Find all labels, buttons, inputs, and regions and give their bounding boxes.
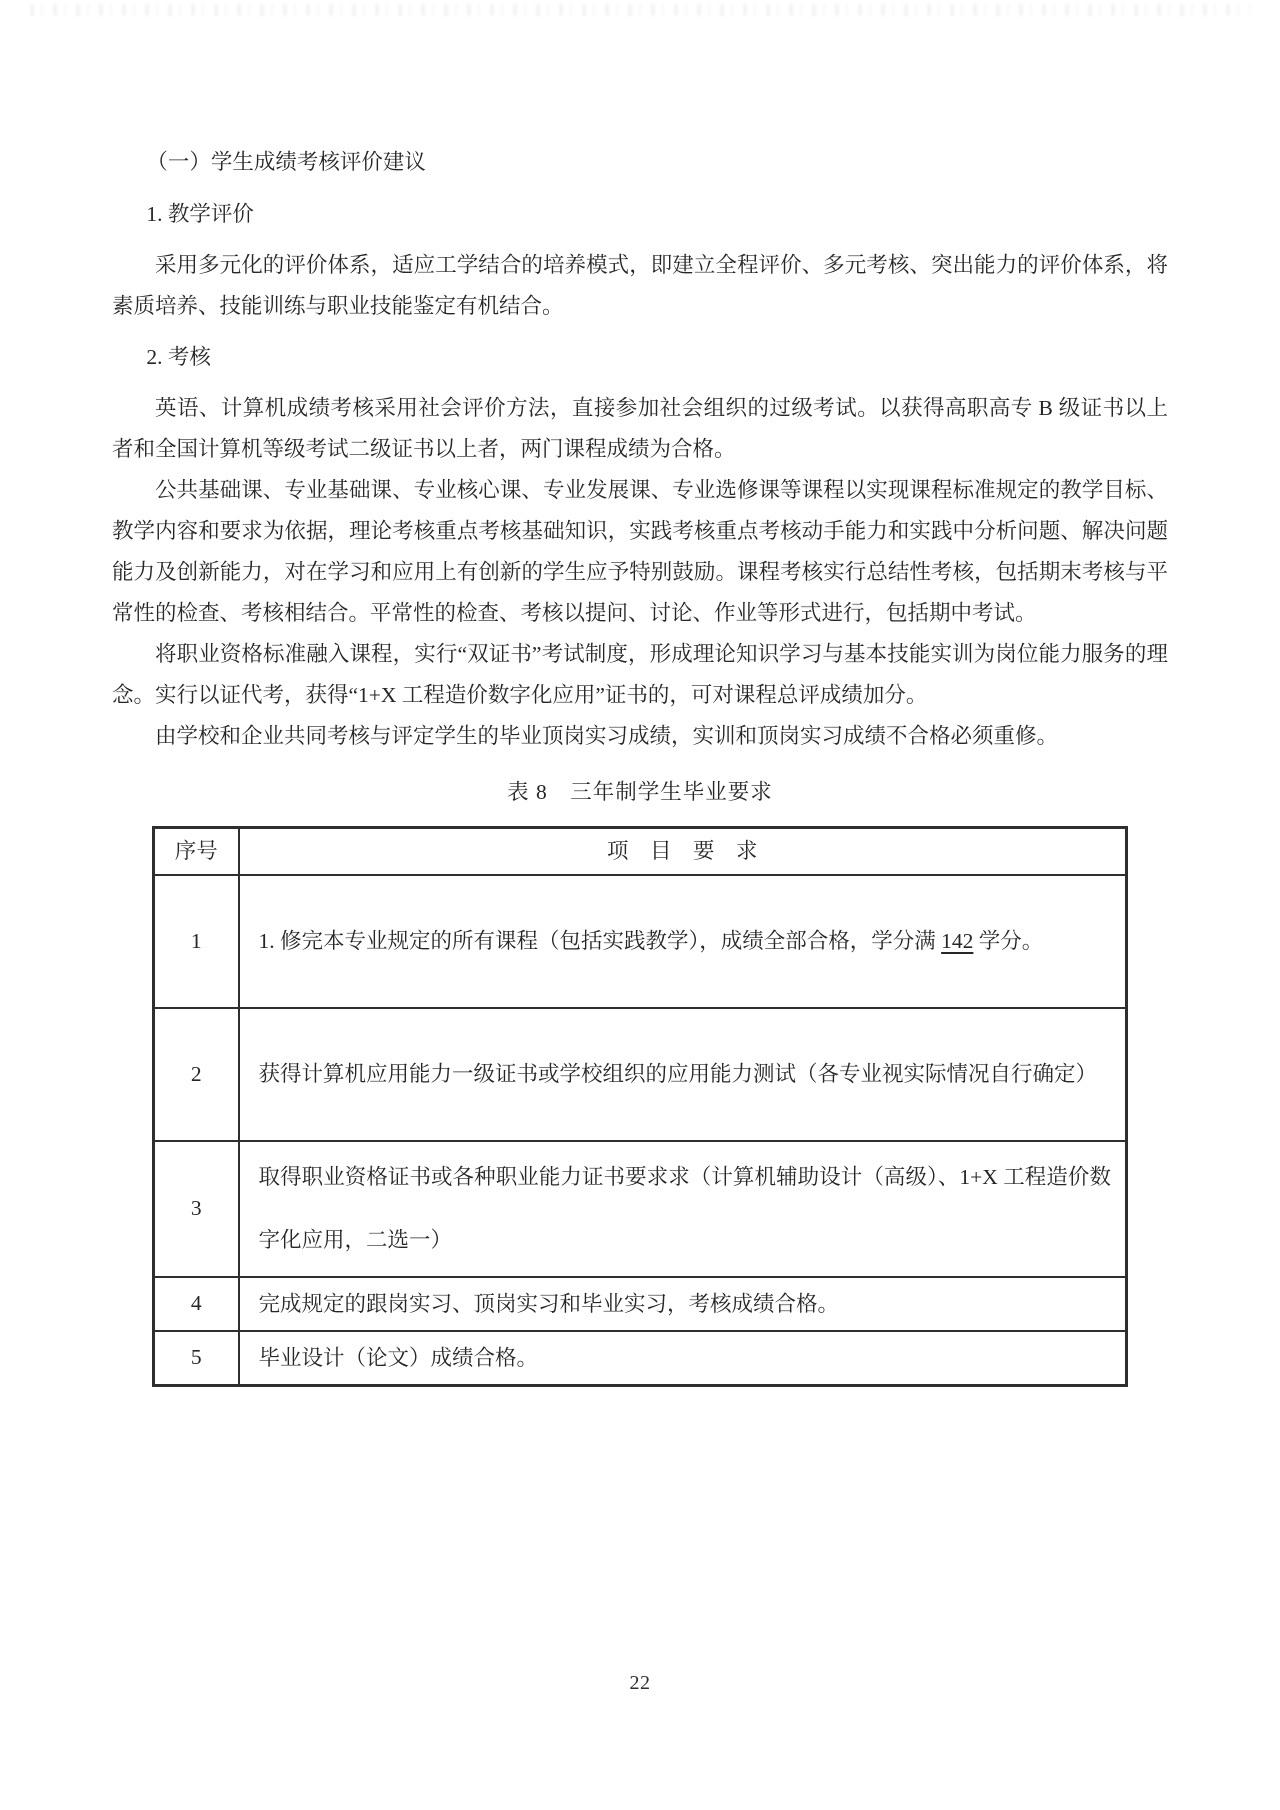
paragraph-internship-assessment: 由学校和企业共同考核与评定学生的毕业顶岗实习成绩，实训和顶岗实习成绩不合格必须重修。 [155,724,1059,748]
paragraph-evaluation-system: 采用多元化的评价体系，适应工学结合的培养模式，即建立全程评价、多元考核、突出能力的评价体系，将素质培养、技能训练与职业技能鉴定有机结合。 [112,253,1168,318]
graduation-requirements-table [152,826,1128,1387]
section-heading: （一）学生成绩考核评价建议 [146,150,426,174]
requirement-text: 1. 修完本专业规定的所有课程（包括实践教学），成绩全部合格，学分满 [258,928,942,953]
row-requirement [239,1277,1127,1331]
table-header-no: 序号 [154,828,239,875]
row-requirement [239,1331,1127,1386]
paragraph-english-computer-assessment: 英语、计算机成绩考核采用社会评价方法，直接参加社会组织的过级考试。以获得高职高专 B 级证书以上者和全国计算机等级考试二级证书以上者，两门课程成绩为合格。 [112,396,1168,461]
paragraph-course-assessment: 公共基础课、专业基础课、专业核心课、专业发展课、专业选修课等课程以实现课程标准规定的教学目标、教学内容和要求为依据，理论考核重点考核基础知识，实践考核重点考核动手能力和实践中分析问题、解决问题能力及创新能力，对在学习和应用上有创新的学生应予特别鼓励。课程考核实行总结性考核，包括期末考核与平常性的检查、考核相结合。平常性的检查、考核以提问、讨论、作业等形式进行，包括期中考试。 [112,478,1168,625]
row-no: 4 [154,1277,239,1331]
paragraph-dual-certificate: 将职业资格标准融入课程，实行“双证书”考试制度，形成理论知识学习与基本技能实训为岗位能力服务的理念。实行以证代考，获得“1+X 工程造价数字化应用”证书的，可对课程总评成绩加分。 [112,642,1168,707]
table-row [154,1331,1127,1386]
requirement-text: 取得职业资格证书或各种职业能力证书要求求（计算机辅助设计（高级）、1+X 工程造价数字化应用，二选一） [258,1164,1111,1252]
requirement-text: 完成规定的跟岗实习、顶岗实习和毕业实习，考核成绩合格。 [258,1291,840,1316]
table-row [154,1008,1127,1141]
table-caption: 表 8 三年制学生毕业要求 [507,780,773,804]
table-row [154,875,1127,1008]
table-header-requirement: 项 目 要 求 [239,828,1127,875]
row-requirement [239,875,1127,1008]
credit-value-underlined: 142 [941,928,974,953]
row-no: 2 [154,1008,239,1141]
table-header-row [154,828,1127,875]
assessment-heading: 2. 考核 [146,345,211,369]
row-no: 1 [154,875,239,1008]
scan-noise-artifact [30,4,1250,16]
row-no: 5 [154,1331,239,1386]
table-row [154,1277,1127,1331]
requirement-text: 获得计算机应用能力一级证书或学校组织的应用能力测试（各专业视实际情况自行确定） [258,1061,1098,1086]
table-row [154,1141,1127,1277]
page-number: 22 [629,1672,651,1694]
requirement-text: 学分。 [973,928,1044,953]
teaching-evaluation-heading: 1. 教学评价 [146,202,254,226]
row-no: 3 [154,1141,239,1277]
page-content [112,142,1168,1387]
row-requirement [239,1008,1127,1141]
requirement-text: 毕业设计（论文）成绩合格。 [258,1345,539,1370]
row-requirement [239,1141,1127,1277]
